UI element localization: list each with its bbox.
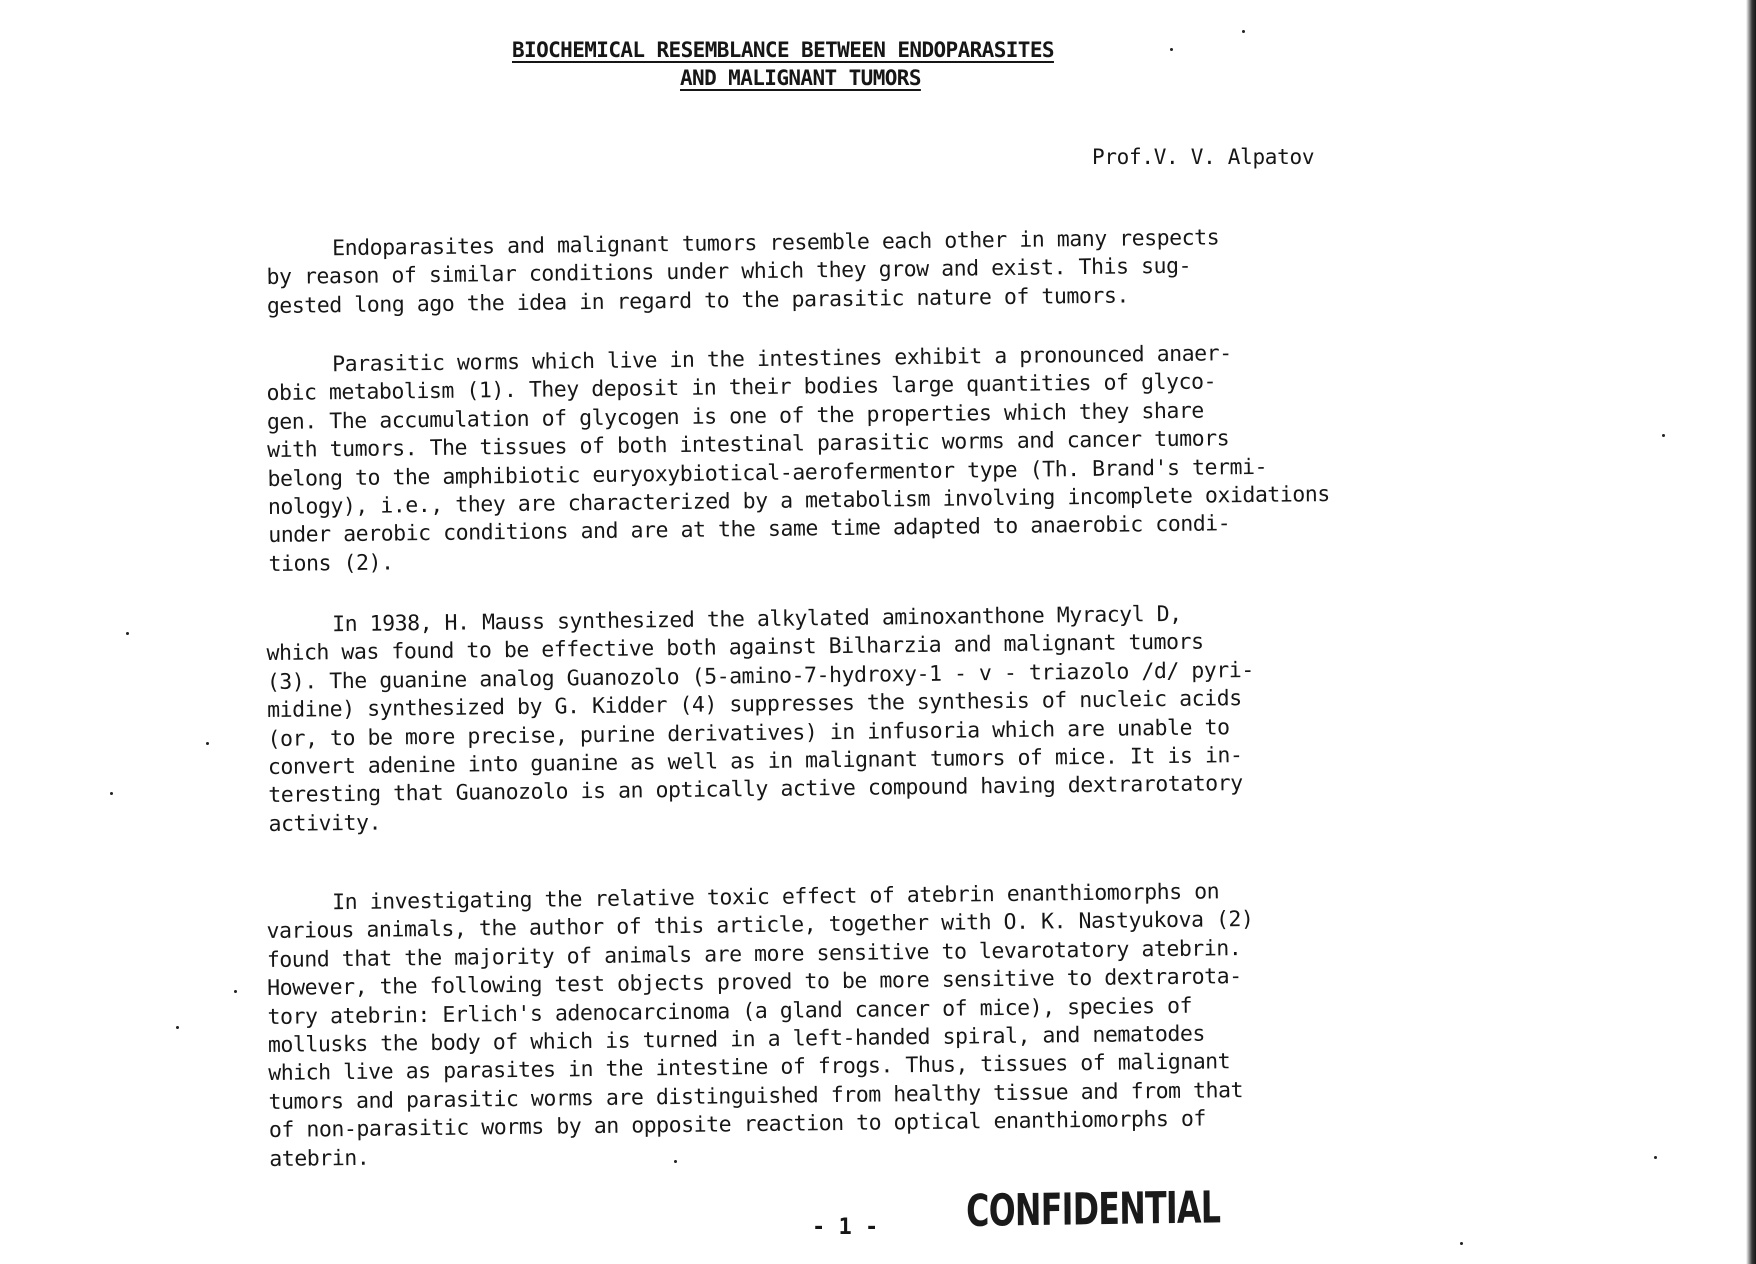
- paragraph-1: [266, 221, 1467, 321]
- scan-speck: [126, 632, 129, 635]
- scan-speck: [674, 1160, 677, 1163]
- scan-speck: [110, 792, 113, 795]
- text-line: obic metabolism (1). They deposit in their bodies large quantities of glyco-: [266, 369, 1217, 407]
- scan-edge-shadow: [1746, 0, 1756, 1264]
- scan-speck: [1242, 30, 1245, 33]
- author-name: Prof.V. V. Alpatov: [1092, 145, 1315, 169]
- text-line: by reason of similar conditions under which they grow and exist. This sug-: [266, 254, 1192, 291]
- confidential-stamp: CONFIDENTIAL: [966, 1182, 1221, 1237]
- scan-speck: [1460, 1242, 1463, 1245]
- paragraph-4: [266, 875, 1469, 1174]
- text-line: which was found to be effective both against Bilharzia and malignant tumors: [266, 629, 1204, 667]
- text-line: with tumors. The tissues of both intestinal parasitic worms and cancer tumors: [267, 426, 1230, 464]
- text-line: of non-parasitic worms by an opposite reaction to optical enanthiomorphs of: [268, 1106, 1207, 1144]
- text-line: which live as parasites in the intestine of frogs. Thus, tissues of malignant: [268, 1049, 1231, 1087]
- text-line: In 1938, H. Mauss synthesized the alkylated aminoxanthone Myracyl D,: [332, 601, 1182, 638]
- title-line-1: BIOCHEMICAL RESEMBLANCE BETWEEN ENDOPARASITES: [512, 38, 1054, 62]
- text-line: nology), i.e., they are characterized by a metabolism involving incomplete oxidations: [267, 482, 1330, 521]
- text-line: convert adenine into guanine as well as in malignant tumors of mice. It is in-: [267, 743, 1243, 781]
- text-line: tory atebrin: Erlich's adenocarcinoma (a gland cancer of mice), species of: [267, 993, 1193, 1030]
- text-line: tions (2).: [268, 550, 394, 577]
- scan-speck: [176, 1026, 179, 1029]
- text-line: (3). The guanine analog Guanozolo (5-amino-7-hydroxy-1 - v - triazolo /d/ pyri-: [266, 657, 1254, 695]
- text-line: activity.: [268, 810, 382, 837]
- paragraph-3: [266, 597, 1469, 839]
- text-line: teresting that Guanozolo is an optically active compound having dextrarotatory: [268, 771, 1243, 809]
- scan-speck: [234, 990, 237, 993]
- paragraph-2: [266, 337, 1469, 579]
- text-line: belong to the amphibiotic euryoxybiotical-aerofermentor type (Th. Brand's termi-: [267, 454, 1268, 492]
- scan-speck: [1654, 1156, 1657, 1159]
- scan-speck: [1170, 48, 1173, 51]
- text-line: mollusks the body of which is turned in a left-handed spiral, and nematodes: [267, 1021, 1206, 1059]
- text-line: tumors and parasitic worms are distinguished from healthy tissue and from that: [268, 1077, 1244, 1115]
- text-line: atebrin.: [269, 1145, 370, 1172]
- title-line-2: AND MALIGNANT TUMORS: [680, 66, 921, 90]
- page-number: - 1 -: [812, 1215, 879, 1240]
- text-line: midine) synthesized by G. Kidder (4) suppresses the synthesis of nucleic acids: [267, 686, 1242, 724]
- text-line: gen. The accumulation of glycogen is one of the properties which they share: [266, 398, 1205, 435]
- text-line: various animals, the author of this article, together with O. K. Nastyukova (2): [266, 907, 1254, 945]
- text-line: gested long ago the idea in regard to the parasitic nature of tumors.: [266, 283, 1130, 319]
- scan-speck: [1662, 434, 1665, 437]
- text-line: In investigating the relative toxic effect of atebrin enanthiomorphs on: [332, 879, 1220, 916]
- text-line: However, the following test objects proved to be more sensitive to dextrarota-: [267, 964, 1242, 1002]
- text-line: (or, to be more precise, purine derivatives) in infusoria which are unable to: [267, 714, 1230, 752]
- text-line: Endoparasites and malignant tumors resemble each other in many respects: [332, 225, 1220, 262]
- scan-speck: [206, 742, 209, 745]
- text-line: Parasitic worms which live in the intestines exhibit a pronounced anaer-: [332, 341, 1232, 378]
- text-line: found that the majority of animals are more sensitive to levarotatory atebrin.: [266, 935, 1242, 973]
- text-line: under aerobic conditions and are at the same time adapted to anaerobic condi-: [268, 511, 1231, 549]
